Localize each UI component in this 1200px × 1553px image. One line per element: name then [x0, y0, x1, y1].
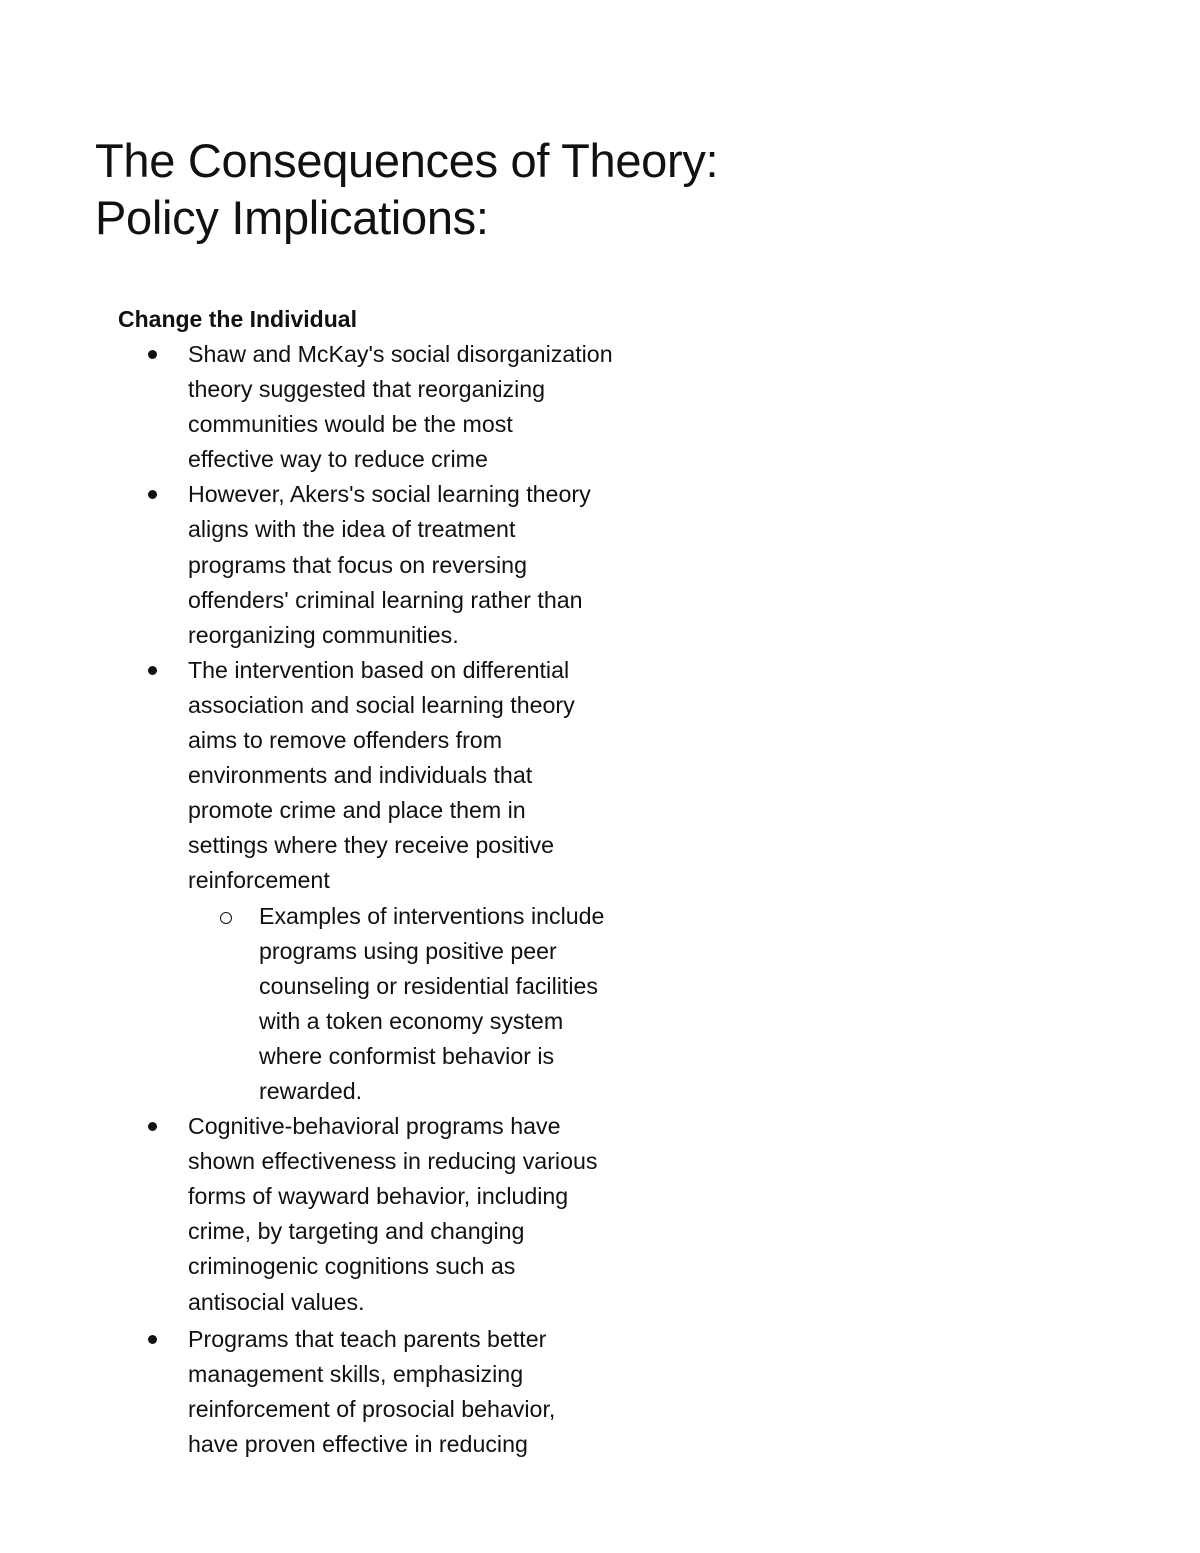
bullet-icon — [148, 1122, 157, 1131]
text-line: However, Akers's social learning theory — [188, 481, 591, 508]
hollow-bullet-icon — [220, 912, 232, 924]
title-line: Policy Implications: — [95, 191, 489, 244]
text-line: with a token economy system — [259, 1007, 564, 1034]
text-line: programs using positive peer — [259, 937, 557, 964]
text-line: criminogenic cognitions such as — [188, 1253, 516, 1280]
list-item — [140, 477, 680, 652]
text-line: The intervention based on differential — [188, 656, 570, 683]
bullet-icon — [148, 350, 157, 359]
text-line: aligns with the idea of treatment — [188, 516, 516, 543]
text-line: Cognitive-behavioral programs have — [188, 1113, 561, 1140]
text-line: rewarded. — [259, 1077, 363, 1104]
text-line: environments and individuals that — [188, 762, 533, 789]
text-line: Shaw and McKay's social disorganization — [188, 341, 613, 367]
bullet-list — [140, 337, 680, 1462]
sub-bullet-list — [188, 899, 680, 1110]
text-line: reinforcement of prosocial behavior, — [188, 1395, 556, 1422]
text-line: forms of wayward behavior, including — [188, 1183, 569, 1210]
text-line: where conformist behavior is — [259, 1042, 555, 1069]
sub-list-item — [188, 899, 680, 1110]
text-line: reorganizing communities. — [188, 621, 459, 648]
text-line: shown effectiveness in reducing various — [188, 1148, 598, 1175]
text-line: Examples of interventions include — [259, 902, 605, 929]
text-line: settings where they receive positive — [188, 832, 555, 859]
bullet-icon — [148, 490, 157, 499]
page-title — [95, 132, 718, 246]
text-line: Programs that teach parents better — [188, 1325, 547, 1352]
text-line: management skills, emphasizing — [188, 1360, 524, 1387]
text-line: theory suggested that reorganizing — [188, 376, 546, 403]
text-line: counseling or residential facilities — [259, 972, 598, 999]
list-item — [140, 1322, 680, 1462]
list-item — [140, 1109, 680, 1320]
section-heading: Change the Individual — [118, 306, 357, 332]
title-line: The Consequences of Theory: — [95, 134, 719, 187]
text-line: reinforcement — [188, 867, 330, 894]
bullet-list-region — [0, 337, 1200, 1457]
text-line: offenders' criminal learning rather than — [188, 586, 583, 613]
text-line: have proven effective in reducing — [188, 1430, 528, 1457]
text-line: communities would be the most — [188, 411, 513, 438]
text-line: crime, by targeting and changing — [188, 1218, 525, 1245]
text-line: programs that focus on reversing — [188, 551, 527, 578]
text-line: aims to remove offenders from — [188, 727, 503, 754]
text-line: antisocial values. — [188, 1288, 365, 1315]
text-line: association and social learning theory — [188, 691, 575, 718]
bullet-icon — [148, 1335, 157, 1344]
text-line: effective way to reduce crime — [188, 446, 488, 473]
bullet-icon — [148, 666, 157, 675]
list-item — [140, 653, 680, 1109]
list-item — [140, 337, 680, 477]
text-line: promote crime and place them in — [188, 797, 526, 824]
